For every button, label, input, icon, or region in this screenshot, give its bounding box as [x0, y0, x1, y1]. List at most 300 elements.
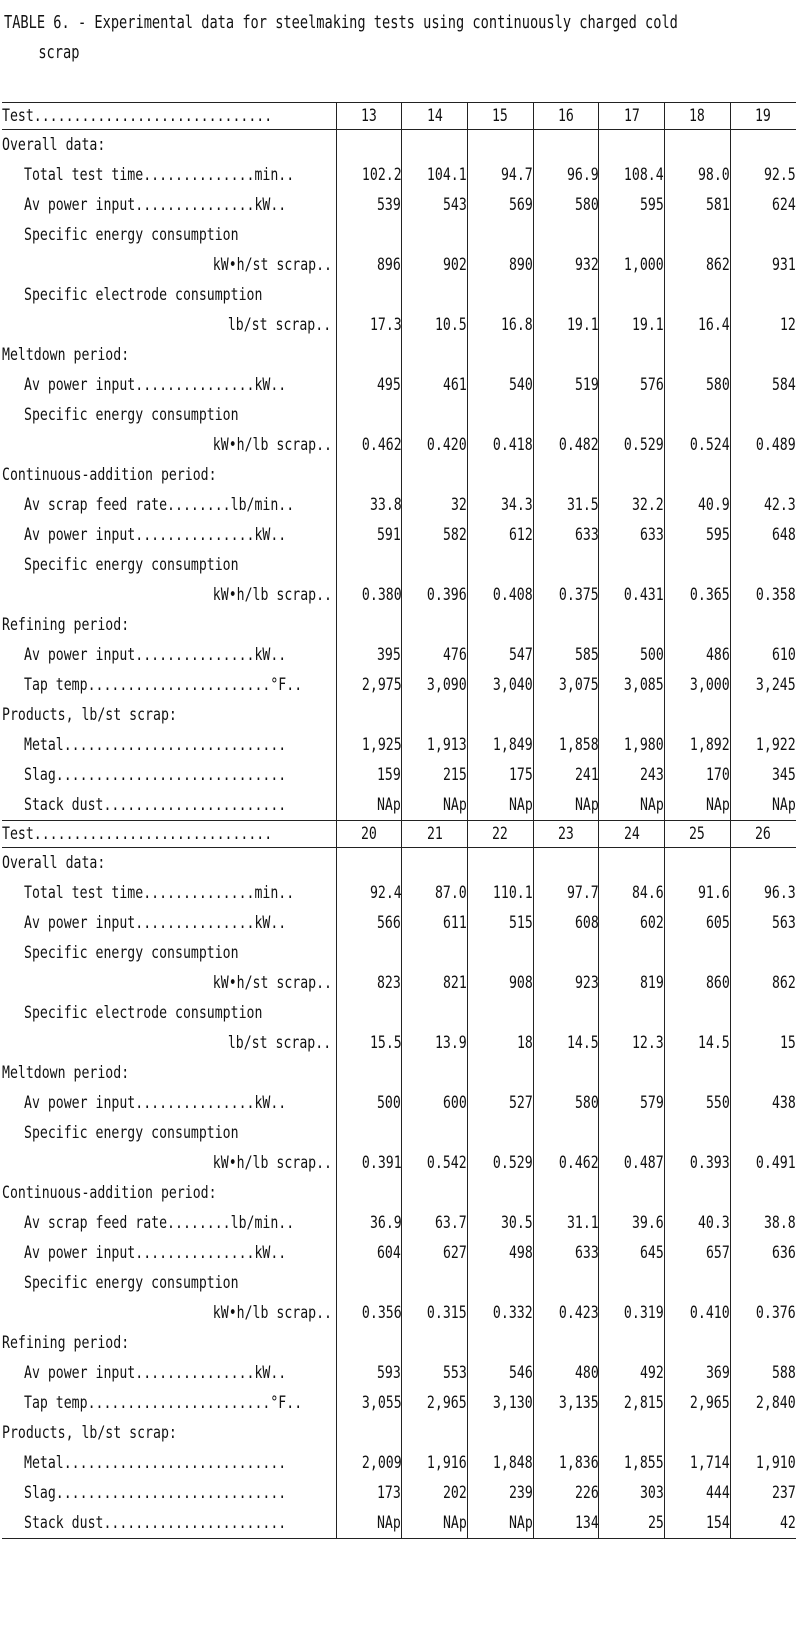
cell-value: 31.1: [566, 1213, 599, 1232]
value-cell: [402, 1418, 468, 1448]
value-cell: [665, 370, 731, 400]
value-cell: [730, 1508, 796, 1539]
value-cell: [467, 430, 533, 460]
row-label: Metal............................: [24, 735, 287, 754]
table-row: [2, 310, 796, 340]
section-label-cell: [2, 1178, 336, 1208]
value-cell: [467, 848, 533, 879]
value-cell: [336, 160, 402, 190]
section-label: Overall data:: [2, 135, 106, 154]
value-cell: [336, 1298, 402, 1328]
value-cell: [467, 460, 533, 490]
cell-value: 0.391: [361, 1153, 402, 1172]
table-row: [2, 998, 796, 1028]
value-cell: [467, 1118, 533, 1148]
value-cell: [467, 1088, 533, 1118]
cell-value: 3,085: [624, 675, 665, 694]
cell-value: 932: [574, 255, 599, 274]
value-cell: [730, 1118, 796, 1148]
table-row: [2, 1118, 796, 1148]
table-row: [2, 760, 796, 790]
cell-value: 2,965: [427, 1393, 467, 1412]
row-label-cell: [2, 1478, 336, 1508]
value-cell: [599, 400, 665, 430]
value-cell: [402, 1388, 468, 1418]
value-cell: [402, 130, 468, 161]
row-label-cell: [2, 790, 336, 821]
value-cell: [467, 1178, 533, 1208]
value-cell: [402, 1208, 468, 1238]
value-cell: [402, 580, 468, 610]
cell-value: 0.529: [492, 1153, 533, 1172]
value-cell: [336, 220, 402, 250]
value-cell: [730, 878, 796, 908]
cell-value: 170: [705, 765, 730, 784]
value-cell: [402, 1268, 468, 1298]
row-label-cell: [2, 160, 336, 190]
value-cell: [730, 550, 796, 580]
cell-value: 1,913: [427, 735, 467, 754]
cell-value: 600: [443, 1093, 467, 1112]
value-cell: [533, 670, 599, 700]
value-cell: [665, 640, 731, 670]
value-cell: [730, 1448, 796, 1478]
table-row: [2, 370, 796, 400]
cell-value: 627: [443, 1243, 467, 1262]
cell-value: 0.529: [624, 435, 665, 454]
value-cell: [665, 1088, 731, 1118]
value-cell: [599, 580, 665, 610]
section-label: Refining period:: [2, 1333, 130, 1352]
value-cell: [533, 1178, 599, 1208]
cell-value: 110.1: [492, 883, 533, 902]
cell-value: 202: [443, 1483, 467, 1502]
table-row: [2, 220, 796, 250]
value-cell: [467, 580, 533, 610]
value-cell: [467, 1028, 533, 1058]
table-row: [2, 1028, 796, 1058]
value-cell: [599, 938, 665, 968]
value-cell: [402, 968, 468, 998]
section-label: Products, lb/st scrap:: [2, 705, 177, 724]
test-number: 25: [689, 824, 706, 843]
cell-value: 33.8: [369, 495, 402, 514]
value-cell: [336, 1508, 402, 1539]
value-cell: [467, 610, 533, 640]
value-cell: [402, 490, 468, 520]
cell-value: 0.356: [361, 1303, 402, 1322]
value-cell: [599, 160, 665, 190]
value-cell: [599, 968, 665, 998]
row-label-cell: [2, 670, 336, 700]
cell-value: 84.6: [632, 883, 665, 902]
cell-value: 648: [772, 525, 796, 544]
cell-value: 42: [780, 1513, 796, 1532]
cell-value: 1,980: [624, 735, 665, 754]
cell-value: 94.7: [500, 165, 533, 184]
test-number: 23: [558, 824, 574, 843]
value-cell: [730, 730, 796, 760]
cell-value: 108.4: [624, 165, 665, 184]
value-cell: [336, 1448, 402, 1478]
value-cell: [533, 400, 599, 430]
cell-value: 3,000: [689, 675, 730, 694]
cell-value: 931: [772, 255, 796, 274]
section-label: Continuous-addition period:: [2, 1183, 217, 1202]
value-cell: [730, 580, 796, 610]
value-cell: [599, 1328, 665, 1358]
test-number-cell: [730, 103, 796, 130]
value-cell: [402, 730, 468, 760]
value-cell: [599, 460, 665, 490]
cell-value: 515: [508, 913, 533, 932]
value-cell: [336, 280, 402, 310]
value-cell: [599, 1358, 665, 1388]
value-cell: [665, 160, 731, 190]
table-row: [2, 340, 796, 370]
value-cell: [730, 400, 796, 430]
cell-value: 96.3: [764, 883, 796, 902]
value-cell: [533, 760, 599, 790]
header-row: [2, 103, 796, 130]
value-cell: [665, 1238, 731, 1268]
value-cell: [665, 1298, 731, 1328]
row-label: Stack dust.......................: [24, 795, 287, 814]
cell-value: 243: [640, 765, 665, 784]
test-number-cell: [665, 103, 731, 130]
value-cell: [467, 670, 533, 700]
value-cell: [599, 640, 665, 670]
value-cell: [336, 580, 402, 610]
table-row: [2, 1388, 796, 1418]
cell-value: 0.418: [492, 435, 533, 454]
row-label-cell: [2, 998, 336, 1028]
value-cell: [730, 848, 796, 879]
test-number: 21: [426, 824, 443, 843]
table-row: [2, 1178, 796, 1208]
value-cell: [467, 370, 533, 400]
section-label-cell: [2, 700, 336, 730]
caption-line-2: scrap: [38, 43, 80, 63]
value-cell: [665, 460, 731, 490]
table-row: [2, 790, 796, 821]
value-cell: [599, 700, 665, 730]
cell-value: 13.9: [435, 1033, 467, 1052]
cell-value: 486: [705, 645, 730, 664]
cell-value: NAp: [377, 795, 402, 814]
value-cell: [533, 1388, 599, 1418]
value-cell: [467, 938, 533, 968]
cell-value: 31.5: [566, 495, 599, 514]
row-label: Specific energy consumption: [24, 555, 239, 574]
cell-value: 823: [377, 973, 402, 992]
value-cell: [467, 340, 533, 370]
row-label: Av power input...............kW..: [24, 375, 287, 394]
test-number-cell: [533, 821, 599, 848]
value-cell: [730, 520, 796, 550]
value-cell: [533, 1478, 599, 1508]
data-table-body: [2, 103, 796, 1539]
cell-value: 588: [772, 1363, 796, 1382]
value-cell: [402, 400, 468, 430]
table-row: [2, 1148, 796, 1178]
value-cell: [402, 280, 468, 310]
cell-value: 159: [377, 765, 402, 784]
value-cell: [730, 190, 796, 220]
test-number-cell: [467, 821, 533, 848]
row-label: Specific electrode consumption: [24, 285, 263, 304]
cell-value: 92.5: [764, 165, 796, 184]
cell-value: 500: [640, 645, 665, 664]
cell-value: 2,975: [361, 675, 402, 694]
cell-value: 576: [640, 375, 665, 394]
cell-value: 890: [508, 255, 533, 274]
value-cell: [336, 520, 402, 550]
cell-value: 25: [648, 1513, 665, 1532]
table-row: [2, 1508, 796, 1539]
value-cell: [402, 160, 468, 190]
cell-value: 0.462: [558, 1153, 599, 1172]
value-cell: [599, 670, 665, 700]
table-row: [2, 848, 796, 879]
cell-value: 369: [705, 1363, 730, 1382]
value-cell: [665, 220, 731, 250]
value-cell: [730, 1298, 796, 1328]
value-cell: [467, 280, 533, 310]
row-label: Tap temp.......................°F..: [24, 1393, 303, 1412]
cell-value: 500: [377, 1093, 402, 1112]
value-cell: [599, 878, 665, 908]
value-cell: [665, 490, 731, 520]
value-cell: [336, 550, 402, 580]
value-cell: [599, 1208, 665, 1238]
cell-value: 584: [772, 375, 796, 394]
value-cell: [599, 310, 665, 340]
value-cell: [730, 700, 796, 730]
cell-value: 3,130: [492, 1393, 533, 1412]
value-cell: [402, 1178, 468, 1208]
cell-value: NAp: [705, 795, 730, 814]
cell-value: 566: [377, 913, 402, 932]
value-cell: [336, 700, 402, 730]
test-number: 18: [689, 106, 706, 125]
value-cell: [336, 848, 402, 879]
value-cell: [402, 430, 468, 460]
cell-value: 611: [443, 913, 467, 932]
cell-value: NAp: [640, 795, 665, 814]
value-cell: [730, 160, 796, 190]
test-number-cell: [402, 103, 468, 130]
cell-value: 1,836: [558, 1453, 599, 1472]
value-cell: [599, 550, 665, 580]
value-cell: [467, 790, 533, 821]
value-cell: [599, 1238, 665, 1268]
value-cell: [599, 1388, 665, 1418]
value-cell: [467, 908, 533, 938]
cell-value: 345: [772, 765, 796, 784]
row-label-cell: [2, 490, 336, 520]
value-cell: [599, 1088, 665, 1118]
cell-value: 1,000: [624, 255, 665, 274]
cell-value: 0.489: [756, 435, 796, 454]
cell-value: 0.423: [558, 1303, 599, 1322]
value-cell: [665, 760, 731, 790]
cell-value: 39.6: [632, 1213, 665, 1232]
cell-value: 92.4: [369, 883, 402, 902]
value-cell: [730, 1268, 796, 1298]
table-row: [2, 1328, 796, 1358]
value-cell: [730, 370, 796, 400]
row-label-cell: [2, 1448, 336, 1478]
section-label-cell: [2, 610, 336, 640]
value-cell: [533, 490, 599, 520]
value-cell: [730, 1148, 796, 1178]
value-cell: [402, 1088, 468, 1118]
value-cell: [467, 490, 533, 520]
cell-value: 553: [443, 1363, 467, 1382]
value-cell: [467, 1208, 533, 1238]
cell-value: 102.2: [361, 165, 402, 184]
cell-value: 579: [640, 1093, 665, 1112]
value-cell: [467, 250, 533, 280]
value-cell: [533, 1418, 599, 1448]
cell-value: 241: [574, 765, 599, 784]
cell-value: 42.3: [764, 495, 796, 514]
value-cell: [599, 520, 665, 550]
value-cell: [402, 760, 468, 790]
value-cell: [665, 670, 731, 700]
header-label-cell: [2, 821, 336, 848]
table-row: [2, 1238, 796, 1268]
value-cell: [336, 400, 402, 430]
value-cell: [730, 130, 796, 161]
value-cell: [533, 998, 599, 1028]
value-cell: [533, 938, 599, 968]
table-row: [2, 1058, 796, 1088]
value-cell: [533, 1508, 599, 1539]
row-label-cell: [2, 400, 336, 430]
cell-value: 0.393: [689, 1153, 730, 1172]
value-cell: [730, 1058, 796, 1088]
value-cell: [533, 430, 599, 460]
table-row: [2, 730, 796, 760]
cell-value: 38.8: [764, 1213, 796, 1232]
row-label: Av power input...............kW..: [24, 525, 287, 544]
value-cell: [402, 460, 468, 490]
cell-value: 91.6: [697, 883, 730, 902]
value-cell: [402, 1358, 468, 1388]
table-row: [2, 490, 796, 520]
value-cell: [336, 610, 402, 640]
value-cell: [402, 908, 468, 938]
cell-value: 569: [508, 195, 533, 214]
cell-value: 16.4: [697, 315, 730, 334]
cell-value: 0.315: [427, 1303, 467, 1322]
value-cell: [730, 1358, 796, 1388]
value-cell: [336, 1118, 402, 1148]
table-row: [2, 968, 796, 998]
value-cell: [402, 550, 468, 580]
row-label: Total test time..............min..: [24, 165, 295, 184]
data-table: [2, 102, 796, 1539]
value-cell: [336, 790, 402, 821]
value-cell: [533, 280, 599, 310]
row-label-cell: [2, 220, 336, 250]
value-cell: [665, 1178, 731, 1208]
table-row: [2, 1418, 796, 1448]
test-number-cell: [336, 103, 402, 130]
cell-value: 12.3: [632, 1033, 665, 1052]
cell-value: 175: [508, 765, 533, 784]
value-cell: [467, 878, 533, 908]
value-cell: [533, 310, 599, 340]
cell-value: 585: [574, 645, 599, 664]
cell-value: 154: [705, 1513, 730, 1532]
value-cell: [665, 1508, 731, 1539]
cell-value: 604: [377, 1243, 402, 1262]
cell-value: 2,009: [361, 1453, 402, 1472]
value-cell: [402, 790, 468, 821]
cell-value: NAp: [443, 795, 467, 814]
cell-value: 492: [640, 1363, 665, 1382]
table-caption: [4, 8, 678, 68]
value-cell: [730, 1328, 796, 1358]
cell-value: 215: [443, 765, 467, 784]
cell-value: 636: [772, 1243, 796, 1262]
cell-value: 0.396: [427, 585, 467, 604]
table-row: [2, 430, 796, 460]
table-row: [2, 130, 796, 161]
value-cell: [402, 190, 468, 220]
test-number-cell: [665, 821, 731, 848]
section-label-cell: [2, 848, 336, 879]
cell-value: 3,245: [756, 675, 796, 694]
value-cell: [533, 1238, 599, 1268]
value-cell: [402, 1508, 468, 1539]
table-row: [2, 550, 796, 580]
value-cell: [402, 1298, 468, 1328]
section-label-cell: [2, 460, 336, 490]
value-cell: [533, 1028, 599, 1058]
value-cell: [730, 670, 796, 700]
cell-value: 1,858: [558, 735, 599, 754]
value-cell: [599, 1298, 665, 1328]
cell-value: 608: [574, 913, 599, 932]
test-number: 22: [492, 824, 509, 843]
value-cell: [467, 1478, 533, 1508]
value-cell: [730, 460, 796, 490]
value-cell: [665, 1328, 731, 1358]
value-cell: [665, 1028, 731, 1058]
cell-value: 476: [443, 645, 467, 664]
cell-value: NAp: [508, 795, 533, 814]
value-cell: [599, 130, 665, 161]
value-cell: [599, 760, 665, 790]
cell-value: 1,848: [492, 1453, 533, 1472]
cell-value: 498: [508, 1243, 533, 1262]
value-cell: [467, 640, 533, 670]
value-cell: [730, 1478, 796, 1508]
value-cell: [533, 730, 599, 760]
value-cell: [533, 370, 599, 400]
cell-value: 0.332: [492, 1303, 533, 1322]
value-cell: [533, 580, 599, 610]
cell-value: 902: [443, 255, 467, 274]
value-cell: [665, 1418, 731, 1448]
cell-value: 602: [640, 913, 665, 932]
value-cell: [533, 190, 599, 220]
value-cell: [665, 280, 731, 310]
